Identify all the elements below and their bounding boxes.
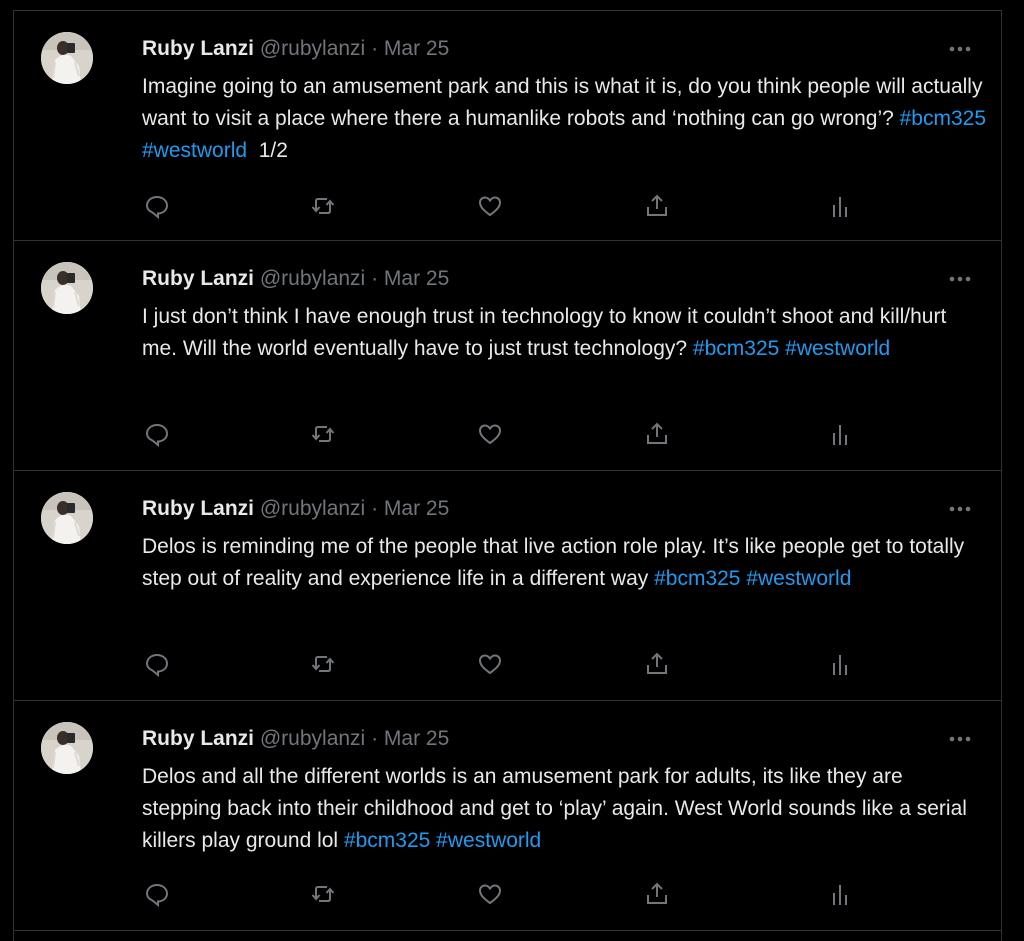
analytics-icon[interactable] (825, 879, 855, 909)
analytics-icon[interactable] (825, 649, 855, 679)
tweet-header (142, 495, 449, 523)
tweet-text (142, 301, 987, 365)
reply-icon[interactable] (142, 419, 172, 449)
avatar-image (41, 492, 93, 544)
avatar-image (41, 262, 93, 314)
tweet-header (142, 725, 449, 753)
tweet-body-text: Imagine going to an amusement park and this is what it is, do you think people will actually want to visit a place where there a humanlike robots and ‘nothing can go wrong’? (142, 75, 983, 130)
separator: · (371, 497, 379, 520)
handle[interactable]: @rubylanzi (259, 497, 366, 520)
share-icon[interactable] (642, 879, 672, 909)
avatar[interactable] (41, 492, 93, 544)
timestamp[interactable]: Mar 25 (383, 497, 450, 520)
more-icon[interactable] (947, 499, 973, 519)
more-icon[interactable] (947, 729, 973, 749)
avatar[interactable] (41, 262, 93, 314)
analytics-icon[interactable] (825, 419, 855, 449)
tweet[interactable] (14, 701, 1001, 931)
more-icon[interactable] (947, 39, 973, 59)
tweet-body-suffix: 1/2 (247, 139, 288, 162)
tweet-timeline (13, 10, 1002, 941)
timestamp[interactable]: Mar 25 (383, 727, 450, 750)
tweet-text (142, 531, 987, 595)
display-name[interactable]: Ruby Lanzi (142, 727, 255, 750)
handle[interactable]: @rubylanzi (259, 727, 366, 750)
like-icon[interactable] (475, 191, 505, 221)
reply-icon[interactable] (142, 191, 172, 221)
tweet[interactable] (14, 241, 1001, 471)
like-icon[interactable] (475, 649, 505, 679)
avatar-image (41, 722, 93, 774)
handle[interactable]: @rubylanzi (259, 267, 366, 290)
hashtag-link[interactable]: #westworld (785, 337, 891, 360)
timestamp[interactable]: Mar 25 (383, 37, 450, 60)
like-icon[interactable] (475, 879, 505, 909)
hashtag-link[interactable]: #bcm325 (692, 337, 780, 360)
share-icon[interactable] (642, 191, 672, 221)
hashtag-link[interactable]: #bcm325 (654, 567, 741, 590)
reply-icon[interactable] (142, 649, 172, 679)
hashtag-link[interactable]: #bcm325 (343, 829, 431, 852)
analytics-icon[interactable] (825, 191, 855, 221)
like-icon[interactable] (475, 419, 505, 449)
share-icon[interactable] (642, 419, 672, 449)
display-name[interactable]: Ruby Lanzi (142, 37, 255, 60)
timestamp[interactable]: Mar 25 (383, 267, 450, 290)
tweet-text (142, 761, 987, 857)
retweet-icon[interactable] (308, 419, 338, 449)
tweet-body-text: I just don’t think I have enough trust in technology to know it couldn’t shoot and kill/hurt me. Will the world eventually have to just trust technology? (142, 305, 947, 360)
hashtag-link[interactable]: #westworld (142, 139, 248, 162)
avatar-image (41, 32, 93, 84)
display-name[interactable]: Ruby Lanzi (142, 267, 255, 290)
avatar[interactable] (41, 32, 93, 84)
hashtag-link[interactable]: #westworld (436, 829, 542, 852)
tweet[interactable] (14, 471, 1001, 701)
display-name[interactable]: Ruby Lanzi (142, 497, 255, 520)
separator: · (371, 727, 379, 750)
tweet[interactable] (14, 11, 1001, 241)
retweet-icon[interactable] (308, 191, 338, 221)
tweet-body-text: Delos and all the different worlds is an amusement park for adults, its like they are stepping back into their childhood and get to ‘play’ again. West World sounds like a serial killers play ground lol (142, 765, 967, 852)
tweet-body-text: Delos is reminding me of the people that live action role play. It’s like people get to totally step out of reality and experience life in a different way (142, 535, 965, 590)
separator: · (371, 267, 379, 290)
tweet-text (142, 71, 987, 167)
hashtag-link[interactable]: #westworld (746, 567, 852, 590)
retweet-icon[interactable] (308, 879, 338, 909)
retweet-icon[interactable] (308, 649, 338, 679)
reply-icon[interactable] (142, 879, 172, 909)
tweet-header (142, 35, 449, 63)
avatar[interactable] (41, 722, 93, 774)
separator: · (371, 37, 379, 60)
tweet-header (142, 265, 449, 293)
hashtag-link[interactable]: #bcm325 (899, 107, 987, 130)
more-icon[interactable] (947, 269, 973, 289)
handle[interactable]: @rubylanzi (259, 37, 366, 60)
share-icon[interactable] (642, 649, 672, 679)
